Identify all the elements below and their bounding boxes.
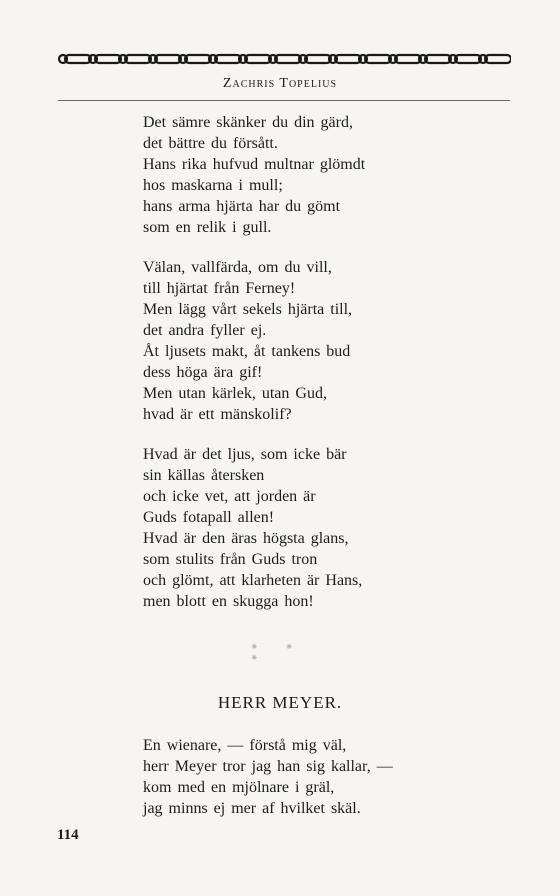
verse-line: herr Meyer tror jag han sig kallar, — bbox=[143, 758, 393, 775]
section-divider-ornament: ⁕ ⁕ ⁕ bbox=[250, 642, 306, 664]
stanza-2 bbox=[143, 257, 352, 425]
chain-ornament-border bbox=[57, 52, 511, 66]
verse-line: kom med en mjölnare i gräl, bbox=[143, 779, 335, 796]
verse-line: Välan, vallfärda, om du vill, bbox=[143, 259, 332, 276]
page-number: 114 bbox=[57, 827, 79, 843]
poem2-stanza-1 bbox=[143, 735, 393, 819]
verse-line: En wienare, — förstå mig väl, bbox=[143, 737, 347, 754]
running-title: Zachris Topelius bbox=[222, 76, 338, 91]
verse-line: som en relik i gull. bbox=[143, 219, 272, 236]
verse-line: hos maskarna i mull; bbox=[143, 177, 283, 194]
verse-line: Hans rika hufvud multnar glömdt bbox=[143, 156, 366, 173]
verse-line: som stulits från Guds tron bbox=[143, 551, 318, 568]
verse-line: dess höga ära gif! bbox=[143, 364, 263, 381]
verse-line: Det sämre skänker du din gärd, bbox=[143, 114, 353, 131]
verse-line: Hvad är det ljus, som icke bär bbox=[143, 446, 347, 463]
verse-line: det bättre du försått. bbox=[143, 135, 278, 152]
verse-line: Guds fotapall allen! bbox=[143, 509, 275, 526]
verse-line: till hjärtat från Ferney! bbox=[143, 280, 296, 297]
verse-line: Men lägg vårt sekels hjärta till, bbox=[143, 301, 353, 318]
verse-line: och icke vet, att jorden är bbox=[143, 488, 316, 505]
verse-line: det andra fyller ej. bbox=[143, 322, 267, 339]
header-rule bbox=[58, 100, 510, 101]
stanza-3 bbox=[143, 444, 362, 612]
verse-line: och glömt, att klarheten är Hans, bbox=[143, 572, 363, 589]
verse-line: men blott en skugga hon! bbox=[143, 593, 314, 610]
verse-line: hans arma hjärta har du gömt bbox=[143, 198, 341, 215]
verse-line: Hvad är den äras högsta glans, bbox=[143, 530, 349, 547]
stanza-1 bbox=[143, 112, 365, 238]
verse-line: Men utan kärlek, utan Gud, bbox=[143, 385, 327, 402]
verse-line: sin källas återsken bbox=[143, 467, 265, 484]
verse-line: Åt ljusets makt, åt tankens bud bbox=[143, 343, 351, 360]
verse-line: jag minns ej mer af hvilket skäl. bbox=[143, 800, 361, 817]
verse-line: hvad är ett mänskolif? bbox=[143, 406, 292, 423]
poem-title: HERR MEYER. bbox=[217, 693, 343, 712]
